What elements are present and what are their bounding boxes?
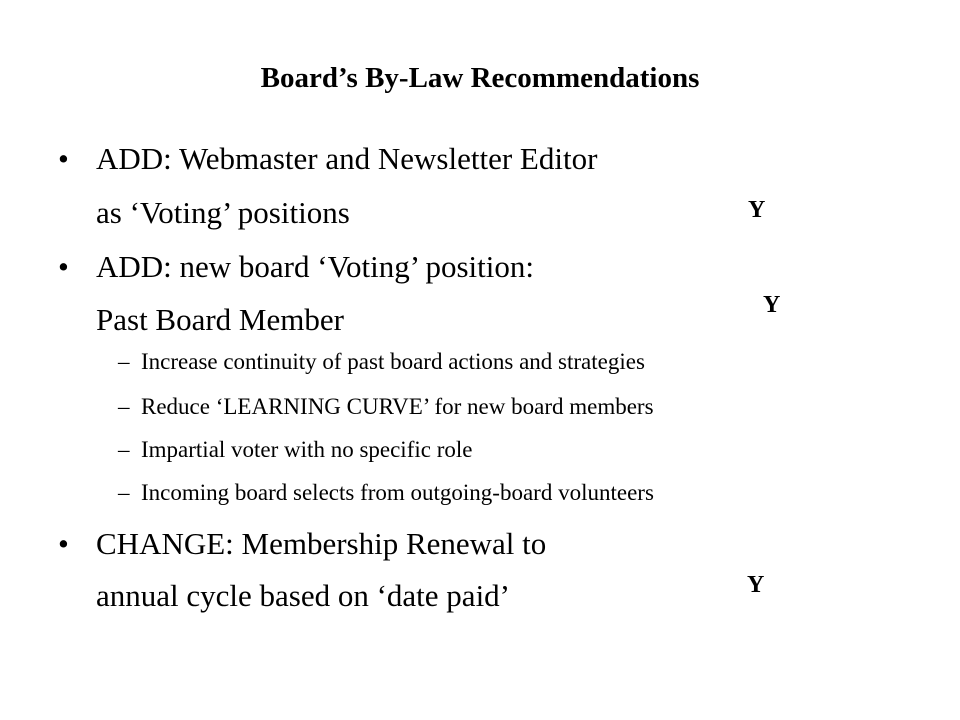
subitem-3-dash: – [118,437,130,462]
subitem-1: Increase continuity of past board actions and strategies [141,349,645,374]
item-3-line-1: CHANGE: Membership Renewal to [96,526,547,561]
subitem-4-dash: – [118,480,130,505]
item-3-line-2: annual cycle based on ‘date paid’ [96,578,511,613]
subitem-2-dash: – [118,394,130,419]
slide-title: Board’s By-Law Recommendations [260,62,700,94]
subitem-3: Impartial voter with no specific role [141,437,473,462]
subitem-2: Reduce ‘LEARNING CURVE’ for new board members [141,394,654,419]
item-1-line-1: ADD: Webmaster and Newsletter Editor [96,141,598,176]
bullet-2: • [58,249,69,284]
item-2-line-1: ADD: new board ‘Voting’ position: [96,249,534,284]
bullet-1: • [58,141,69,176]
subitem-4: Incoming board selects from outgoing-board volunteers [141,480,654,505]
item-2-line-2: Past Board Member [96,302,344,337]
subitem-1-dash: – [118,349,130,374]
item-1-vote: Y [748,197,766,223]
item-2-vote: Y [763,292,781,318]
bullet-3: • [58,526,69,561]
item-1-line-2: as ‘Voting’ positions [96,195,350,230]
item-3-vote: Y [747,572,765,598]
